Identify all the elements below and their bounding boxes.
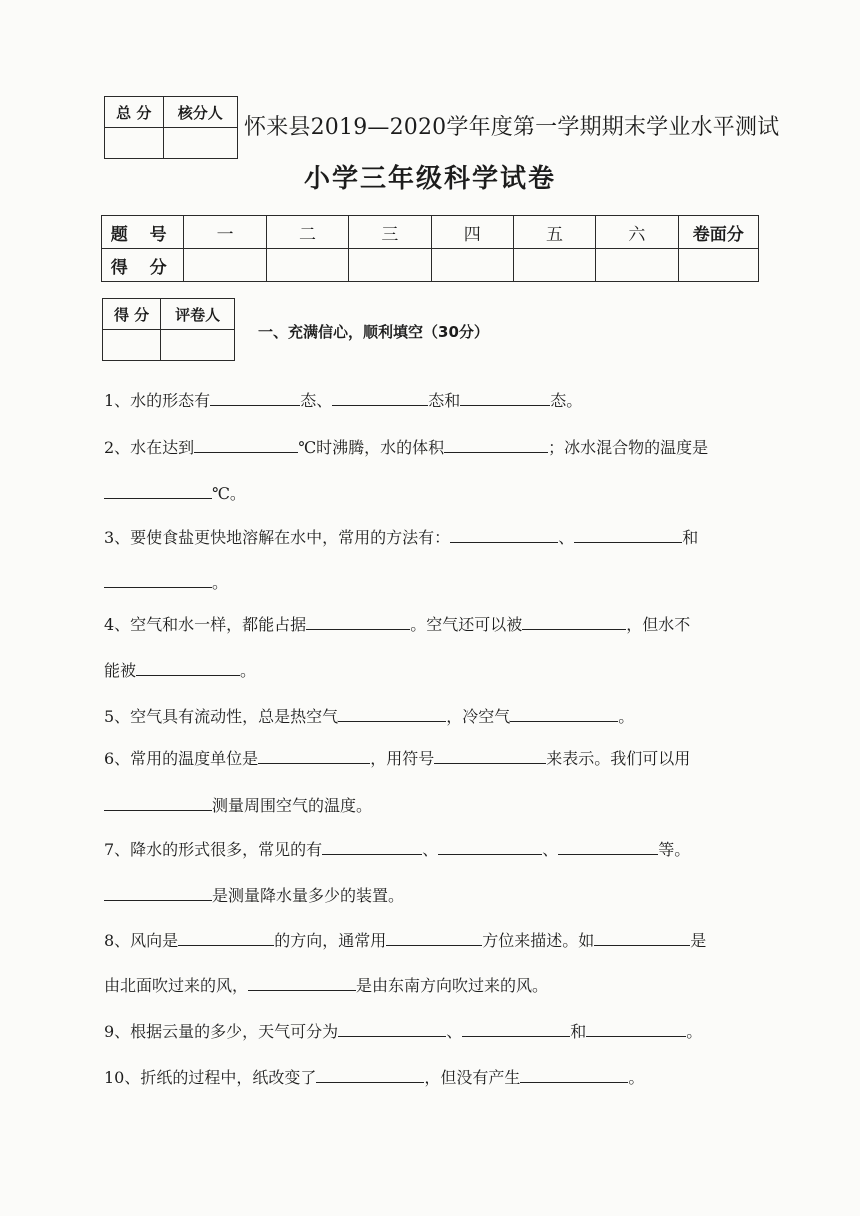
answer-blank[interactable]	[136, 659, 240, 676]
question-text: ℃。	[212, 484, 246, 503]
grader-box	[102, 298, 235, 361]
question-text: 等。	[658, 840, 691, 859]
answer-blank[interactable]	[258, 747, 370, 764]
section-score-label: 得 分	[103, 299, 161, 330]
score-cell-2[interactable]	[266, 249, 348, 282]
question-text: 态和	[428, 391, 461, 410]
score-checker-label: 核分人	[163, 97, 237, 128]
answer-blank[interactable]	[306, 613, 410, 630]
question-text: 。	[618, 707, 635, 726]
answer-blank[interactable]	[316, 1066, 424, 1083]
question-text: ，用符号	[370, 749, 435, 768]
question-text: 10、折纸的过程中，纸改变了	[104, 1068, 317, 1087]
column-1: 一	[184, 216, 266, 249]
question-text: ，但没有产生	[424, 1068, 521, 1087]
answer-blank[interactable]	[104, 571, 212, 588]
question-text: 、	[542, 840, 559, 859]
question-4-continued	[104, 659, 256, 681]
answer-blank[interactable]	[462, 1020, 570, 1037]
question-text: ，冷空气	[446, 707, 511, 726]
question-text: 2、水在达到	[104, 438, 195, 457]
score-row-label: 得 分	[102, 249, 184, 282]
score-table	[101, 215, 759, 282]
question-text: 来表示。我们可以用	[546, 749, 691, 768]
question-text: 4、空气和水一样，都能占据	[104, 615, 307, 634]
score-cell-5[interactable]	[513, 249, 595, 282]
question-1	[104, 389, 582, 411]
answer-blank[interactable]	[434, 747, 546, 764]
column-3: 三	[349, 216, 431, 249]
question-text: 3、要使食盐更快地溶解在水中，常用的方法有：	[104, 528, 451, 547]
question-text: ，但水不	[626, 615, 691, 634]
question-text: 由北面吹过来的风，	[104, 976, 249, 995]
question-text: 能被	[104, 661, 137, 680]
question-text: 。	[628, 1068, 645, 1087]
score-cell-4[interactable]	[431, 249, 513, 282]
question-7-continued	[104, 884, 404, 906]
answer-blank[interactable]	[594, 929, 690, 946]
question-8-continued	[104, 974, 548, 996]
answer-blank[interactable]	[510, 705, 618, 722]
answer-blank[interactable]	[444, 436, 548, 453]
question-text: 是测量降水量多少的装置。	[212, 886, 405, 905]
question-text: 1、水的形态有	[104, 391, 211, 410]
score-cell-6[interactable]	[596, 249, 678, 282]
answer-blank[interactable]	[460, 389, 550, 406]
question-text: 8、风向是	[104, 931, 179, 950]
question-text: 态。	[550, 391, 583, 410]
answer-blank[interactable]	[438, 838, 542, 855]
column-6: 六	[596, 216, 678, 249]
question-7	[104, 838, 690, 860]
answer-blank[interactable]	[522, 613, 626, 630]
section-1-heading: 一、充满信心，顺利填空（30分）	[258, 323, 489, 341]
question-9	[104, 1020, 702, 1042]
question-10	[104, 1066, 644, 1088]
question-text: 方位来描述。如	[482, 931, 595, 950]
answer-blank[interactable]	[178, 929, 274, 946]
total-score-box	[104, 96, 238, 159]
grader-cell[interactable]	[161, 330, 235, 361]
question-text: 态、	[300, 391, 333, 410]
exam-subtitle: 怀来县2019—2020学年度第一学期期末学业水平测试	[244, 115, 780, 140]
column-2: 二	[266, 216, 348, 249]
question-number-label: 题 号	[102, 216, 184, 249]
question-8	[104, 929, 706, 951]
question-number-row	[102, 216, 759, 249]
answer-blank[interactable]	[104, 794, 212, 811]
question-text: 5、空气具有流动性，总是热空气	[104, 707, 339, 726]
question-text: 和	[682, 528, 699, 547]
question-text: 。	[212, 573, 229, 592]
question-3-continued	[104, 571, 228, 593]
question-text: 。空气还可以被	[410, 615, 523, 634]
question-text: 测量周围空气的温度。	[212, 796, 373, 815]
question-text: ℃时沸腾，水的体积	[298, 438, 445, 457]
answer-blank[interactable]	[248, 974, 356, 991]
score-cell-1[interactable]	[184, 249, 266, 282]
question-3	[104, 526, 698, 548]
question-text: 、	[422, 840, 439, 859]
question-6-continued	[104, 794, 372, 816]
question-text: 6、常用的温度单位是	[104, 749, 259, 768]
answer-blank[interactable]	[104, 884, 212, 901]
total-score-label: 总 分	[105, 97, 164, 128]
question-2	[104, 436, 708, 458]
answer-blank[interactable]	[558, 838, 658, 855]
question-2-continued	[104, 482, 246, 504]
answer-blank[interactable]	[386, 929, 482, 946]
answer-blank[interactable]	[338, 1020, 446, 1037]
answer-blank[interactable]	[104, 482, 212, 499]
question-text: 9、根据云量的多少，天气可分为	[104, 1022, 339, 1041]
question-text: 7、降水的形式很多，常见的有	[104, 840, 323, 859]
question-6	[104, 747, 690, 769]
answer-blank[interactable]	[586, 1020, 686, 1037]
question-text: 的方向，通常用	[274, 931, 387, 950]
answer-blank[interactable]	[520, 1066, 628, 1083]
question-text: 是由东南方向吹过来的风。	[356, 976, 549, 995]
question-text: 是	[690, 931, 707, 950]
exam-title: 小学三年级科学试卷	[303, 164, 556, 194]
column-5: 五	[513, 216, 595, 249]
question-5	[104, 705, 634, 727]
question-text: 、	[446, 1022, 463, 1041]
section-score-cell[interactable]	[103, 330, 161, 361]
question-text: ；冰水混合物的温度是	[548, 438, 709, 457]
answer-blank[interactable]	[450, 526, 558, 543]
answer-blank[interactable]	[322, 838, 422, 855]
column-4: 四	[431, 216, 513, 249]
score-cell-3[interactable]	[349, 249, 431, 282]
answer-blank[interactable]	[332, 389, 428, 406]
score-row	[102, 249, 759, 282]
paper-score-cell[interactable]	[678, 249, 758, 282]
answer-blank[interactable]	[574, 526, 682, 543]
total-score-cell[interactable]	[105, 128, 164, 159]
paper-score-label: 卷面分	[678, 216, 758, 249]
grader-label: 评卷人	[161, 299, 235, 330]
answer-blank[interactable]	[210, 389, 300, 406]
question-4	[104, 613, 690, 635]
question-text: 、	[558, 528, 575, 547]
question-text: 。	[240, 661, 257, 680]
question-text: 和	[570, 1022, 587, 1041]
answer-blank[interactable]	[338, 705, 446, 722]
score-checker-cell[interactable]	[163, 128, 237, 159]
question-text: 。	[686, 1022, 703, 1041]
answer-blank[interactable]	[194, 436, 298, 453]
